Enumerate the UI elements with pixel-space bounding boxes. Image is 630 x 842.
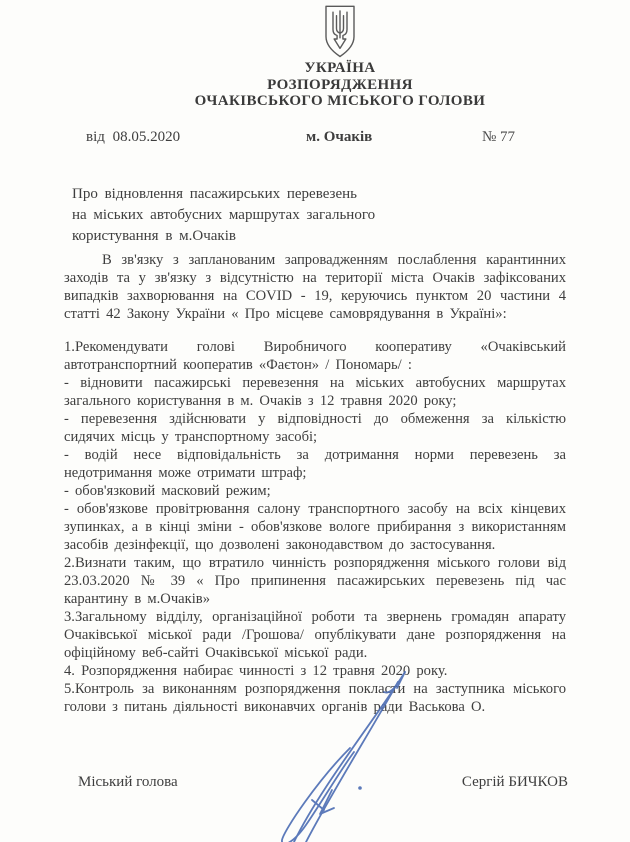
document-header (25, 60, 630, 110)
body-paragraph: 3.Загальному відділу, організаційної роботи та звернень громадян апарату Очаківської міської ради /Грошова/ опублікувати дане розпорядження на офіційному веб-сайті Очаківської міської ради. (64, 609, 566, 661)
body-paragraph: 5.Контроль за виконанням розпорядження покласти на заступника міського голови з питань діяльності виконавчих органів ради Васькова О. (64, 681, 566, 715)
signature-block (78, 774, 568, 791)
body-paragraph: - обов'язкове провітрювання салону транспортного засобу на всіх кінцевих зупинках, а в кінці зміни - обов'язкове вологе прибирання з використанням засобів дезінфекції, що дозволені законодавством до застосування. (64, 501, 566, 553)
document-number: № 77 (482, 129, 516, 145)
meta-row (0, 129, 630, 149)
signer-name: Сергій БИЧКОВ (461, 774, 568, 790)
body-paragraph: - перевезення здійснювати у відповідності до обмеження за кількістю сидячих місць у транспортному засобі; (64, 411, 566, 445)
body-paragraph: - водій несе відповідальність за дотримання норми перевезень за недотримання може отримати штраф; (64, 447, 566, 481)
subject-line: користування в м.Очаків (72, 228, 236, 244)
document-date: від 08.05.2020 (86, 129, 181, 145)
subject-block (72, 184, 402, 247)
ukraine-trident-emblem-icon (321, 4, 359, 60)
document-type: РОЗПОРЯДЖЕННЯ (267, 76, 413, 93)
subject-line: Про відновлення пасажирських перевезень (72, 186, 357, 202)
issuing-authority: ОЧАКІВСЬКОГО МІСЬКОГО ГОЛОВИ (194, 93, 486, 109)
body-paragraph: - відновити пасажирські перевезення на міських автобусних маршрутах загального користування в м. Очаків з 12 травня 2020 року; (64, 375, 566, 409)
body-paragraph: В зв'язку з запланованим запровадженням послаблення карантинних заходів та у зв'язку з відсутністю на території міста Очаків зафіксованих випадків захворювання на COVID - 19, керуючись пунктом 20 частини 4 статті 42 Закону України « Про місцеве самоврядування в Україні»: (64, 252, 566, 322)
country-name: УКРАЇНА (304, 60, 376, 76)
document-place: м. Очаків (306, 129, 373, 145)
body-paragraph: 4. Розпорядження набирає чинності з 12 травня 2020 року. (64, 663, 448, 679)
body-paragraph: - обов'язковий масковий режим; (64, 483, 271, 499)
document-body (64, 251, 566, 716)
subject-line: на міських автобусних маршрутах загального (72, 207, 376, 223)
body-paragraph: 2.Визнати таким, що втратило чинність розпорядження міського голови від 23.03.2020 № 39 « Про припинення пасажирських перевезень під час карантину в м.Очаків» (64, 555, 566, 607)
signer-title: Міський голова (78, 774, 178, 790)
body-paragraph: 1.Рекомендувати голові Виробничого кооперативу «Очаківський автотранспортний кооператив «Фаєтон» / Пономарь/ : (64, 339, 566, 373)
